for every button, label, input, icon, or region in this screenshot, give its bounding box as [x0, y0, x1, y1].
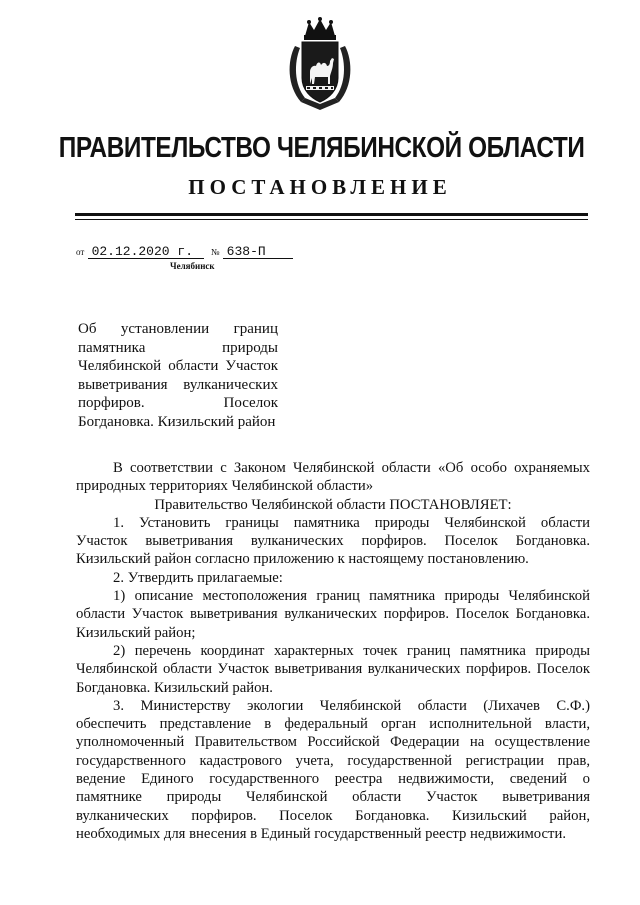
city-label: Челябинск	[170, 261, 215, 271]
body-line: государственного кадастрового учета, государственной регистрации прав,	[76, 752, 590, 769]
subject-line: Богдановка. Кизильский район	[78, 413, 276, 430]
body-line: природных территориях Челябинской области»	[76, 478, 374, 495]
body-line: 3. Министерству экологии Челябинской области (Лихачев С.Ф.)	[113, 697, 590, 714]
header-divider-thick	[75, 213, 588, 216]
body-line: Богдановка. Кизильский район.	[76, 679, 273, 696]
body-line: памятнике природы Челябинской области Участок выветривания	[76, 789, 590, 806]
body-line: В соответствии с Законом Челябинской области «Об особо охраняемых	[113, 460, 590, 476]
body-line: области Участок выветривания вулканических порфиров. Поселок Богдановка.	[76, 606, 590, 623]
subject-line: порфиров. Поселок	[78, 395, 278, 411]
body-line: уполномоченный Правительством Российской Федерации на осуществление	[76, 734, 590, 751]
body-line: 1. Установить границы памятника природы Челябинской области	[113, 514, 590, 531]
body-line: Участок выветривания вулканических порфиров. Поселок Богдановка.	[76, 533, 590, 550]
subject-line: Челябинской области Участок	[78, 358, 278, 374]
document-body	[76, 459, 590, 843]
body-line: Челябинской области Участок выветривания вулканических порфиров. Поселок	[76, 661, 590, 678]
date-prefix: от	[76, 247, 85, 257]
body-line: необходимых для внесения в Единый государственный реестр недвижимости.	[76, 825, 566, 842]
subject-line: выветривания вулканических	[78, 376, 278, 393]
number-prefix: №	[210, 247, 220, 257]
subject-line: памятника природы	[78, 339, 278, 356]
header-divider-thin	[75, 219, 588, 220]
coat-of-arms-icon	[283, 16, 357, 112]
document-subject	[78, 320, 278, 431]
document-number: 638-П	[223, 245, 293, 259]
body-line: 1) описание местоположения границ памятника природы Челябинской	[113, 588, 590, 605]
body-line: вулканических порфиров. Поселок Богдановка. Кизильский район,	[76, 807, 590, 824]
organization-title: ПРАВИТЕЛЬСТВО ЧЕЛЯБИНСКОЙ ОБЛАСТИ	[58, 132, 585, 164]
body-line: 2) перечень координат характерных точек границ памятника природы	[113, 642, 590, 659]
body-line: 2. Утвердить прилагаемые:	[113, 569, 283, 586]
body-line: ведение Единого государственного реестра недвижимости, сведений о	[76, 771, 590, 788]
document-type: ПОСТАНОВЛЕНИЕ	[188, 175, 452, 199]
registration-line	[76, 243, 293, 259]
document-date: 02.12.2020 г.	[88, 245, 204, 259]
resolution-statement: Правительство Челябинской области ПОСТАНОВЛЯЕТ:	[154, 496, 512, 513]
body-line: Кизильский район согласно приложению к настоящему постановлению.	[76, 551, 529, 568]
body-line: Кизильский район;	[76, 624, 196, 641]
subject-line: Об установлении границ	[78, 321, 278, 337]
body-line: обеспечить представление в федеральный орган исполнительной власти,	[76, 716, 590, 733]
